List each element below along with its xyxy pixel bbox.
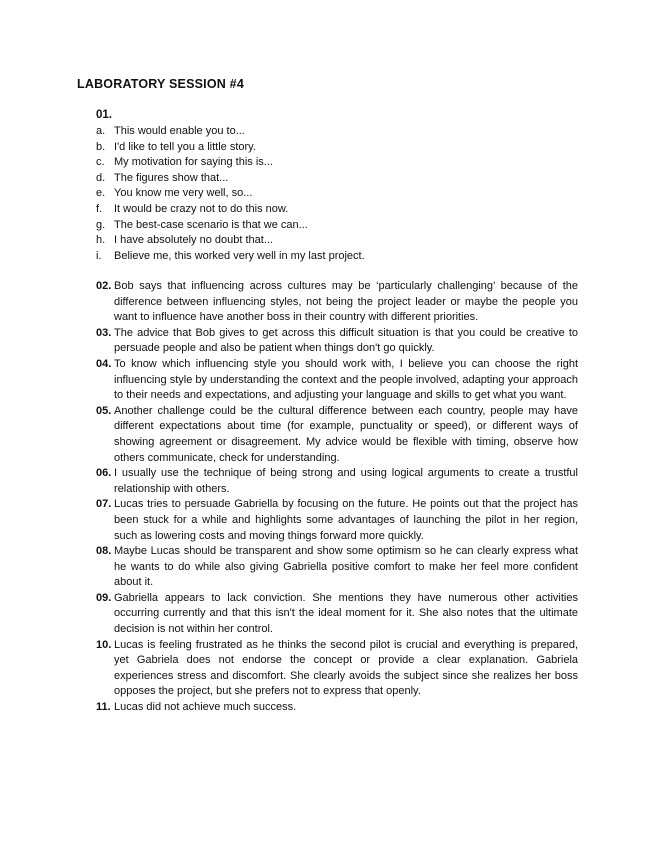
option-text: It would be crazy not to do this now. — [114, 202, 289, 215]
answer-number: 06. — [96, 467, 112, 480]
answer-number: 05. — [96, 404, 112, 417]
answer-item — [96, 497, 578, 544]
option-letter: e. — [96, 187, 106, 200]
answer-number: 08. — [96, 545, 112, 558]
answer-text: The advice that Bob gives to get across this difficult situation is that you could be creative to persuade people and also be patient when things don't go quickly. — [114, 326, 578, 355]
answer-text: To know which influencing style you should work with, I believe you can choose the right influencing style by understanding the context and the people involved, adapting your approach to their needs and expectations, and adjusting your language and skills to get what you want. — [114, 357, 578, 402]
option-text: The figures show that... — [114, 171, 229, 184]
answer-item — [96, 279, 578, 326]
answer-number: 09. — [96, 591, 112, 604]
option-text: My motivation for saying this is... — [114, 156, 273, 169]
option-text: This would enable you to... — [114, 125, 245, 137]
option-e — [96, 186, 556, 202]
answer-text: Lucas tries to persuade Gabriella by focusing on the future. He points out that the project has been stuck for a while and highlights some advantages of launching the pilot in her region, such as lowering costs and moving things forward more quickly. — [114, 498, 578, 542]
option-letter: h. — [96, 234, 106, 247]
answer-text: Lucas is feeling frustrated as he thinks the second pilot is crucial and everything is prepared, yet Gabriela does not endorse the concept or provide a clear explanation. Gabriela experiences stress and discomfort. She clearly avoids the subject since she realizes her boss opposes the project, but she prefers not to express that openly. — [114, 638, 578, 698]
answer-text: Maybe Lucas should be transparent and show some optimism so he can clearly express what he wants to do while also giving Gabriella positive comfort to make her feel more confident about it. — [114, 545, 578, 589]
question-1-options — [96, 124, 556, 264]
option-a — [96, 124, 556, 140]
option-text: You know me very well, so... — [114, 187, 253, 200]
answer-number: 02. — [96, 280, 112, 292]
answer-text: Gabriella appears to lack conviction. She mentions they have numerous other activities occurring currently and that this isn't the ideal moment for it. She also notes that the ultimate decision is not within her control. — [114, 591, 578, 636]
answer-text: I usually use the technique of being strong and using logical arguments to create a trustful relationship with others. — [114, 467, 578, 495]
option-text: I have absolutely no doubt that... — [114, 234, 274, 247]
answer-item — [96, 700, 578, 716]
option-f — [96, 202, 556, 218]
option-letter: g. — [96, 218, 106, 231]
option-b — [96, 140, 556, 156]
option-h — [96, 233, 556, 249]
answer-number: 03. — [96, 326, 112, 339]
option-letter: a. — [96, 125, 106, 137]
option-d — [96, 171, 556, 187]
option-letter: d. — [96, 171, 106, 184]
answer-item — [96, 404, 578, 466]
option-letter: b. — [96, 140, 106, 153]
answer-item — [96, 466, 578, 497]
option-text: The best-case scenario is that we can... — [114, 218, 308, 231]
answer-text: Bob says that influencing across cultures may be ‘particularly challenging’ because of the difference between influencing styles, not being the project leader or maybe the people you want to influence have another boss in their country with different priorities. — [114, 280, 578, 324]
answer-number: 07. — [96, 498, 112, 511]
answer-item — [96, 591, 578, 638]
answer-number: 11. — [96, 701, 111, 714]
option-letter: c. — [96, 156, 105, 169]
answer-text: Lucas did not achieve much success. — [114, 701, 297, 714]
answer-item — [96, 544, 578, 591]
option-text: Believe me, this worked very well in my last project. — [114, 249, 365, 262]
answer-text: Another challenge could be the cultural difference between each country, people may have different expectations about time (for example, punctuality or speed), or different ways of showing agreement or disagreement. My advice would be flexible with timing, observe how others communicate, check for understanding. — [114, 404, 578, 464]
answer-item — [96, 357, 578, 404]
answer-item — [96, 326, 578, 357]
answer-number: 10. — [96, 638, 112, 651]
option-text: I'd like to tell you a little story. — [114, 140, 256, 153]
page-title: LABORATORY SESSION #4 — [77, 77, 244, 91]
question-1-number: 01. — [96, 109, 112, 121]
option-c — [96, 155, 556, 171]
option-i — [96, 249, 556, 265]
answers-list — [96, 279, 578, 716]
option-g — [96, 218, 556, 234]
option-letter: i. — [96, 249, 102, 262]
answer-item — [96, 638, 578, 700]
answer-number: 04. — [96, 357, 112, 370]
option-letter: f. — [96, 202, 103, 215]
